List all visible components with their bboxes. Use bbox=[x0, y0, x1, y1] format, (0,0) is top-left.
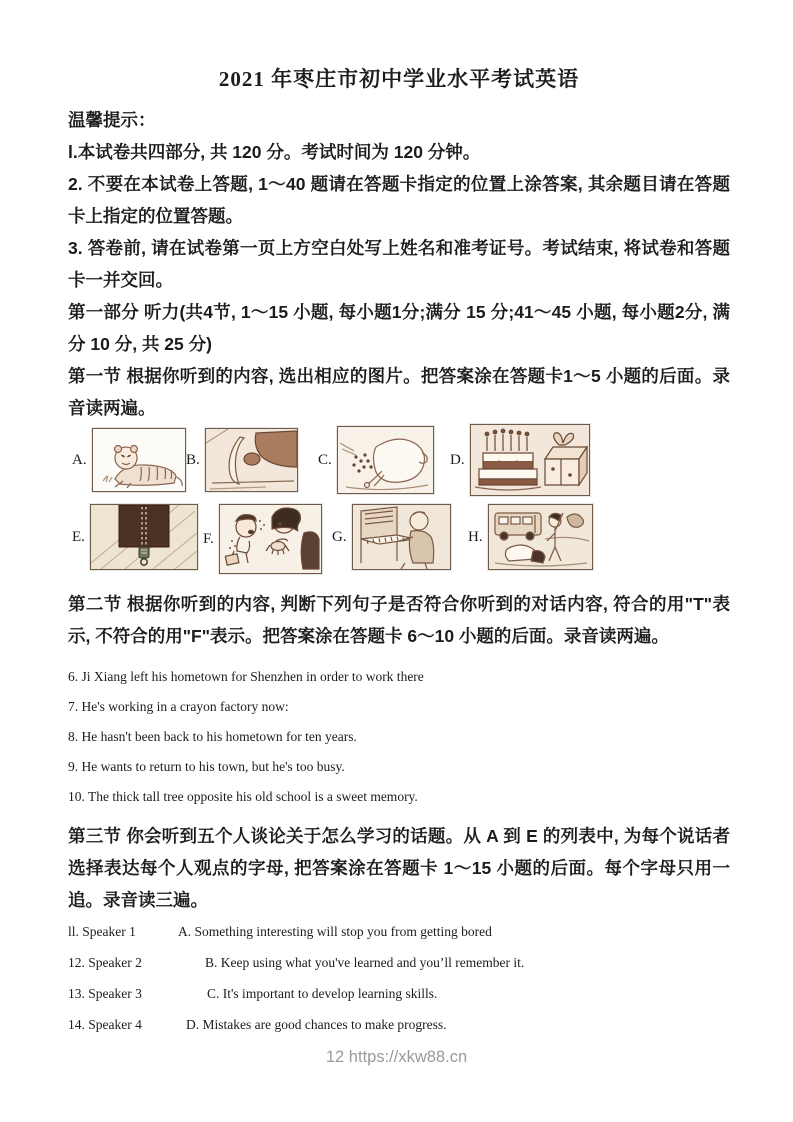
section2-intro: 第二节 根据你听到的内容, 判断下列句子是否符合你听到的对话内容, 符合的用"T"表示, 不符合的用"F"表示。把答案涂在答题卡 6～10 小题的后面。录音读两遍。 bbox=[68, 594, 730, 646]
picture-option-a bbox=[72, 428, 186, 492]
notice-3: 3. 答卷前, 请在试卷第一页上方空白处写上姓名和准考证号。考试结束, 将试卷和答题卡一并交回。 bbox=[68, 238, 730, 290]
picture-label-h: H. bbox=[468, 528, 483, 545]
question-7: 7. He's working in a crayon factory now: bbox=[68, 699, 289, 714]
picture-option-f bbox=[203, 504, 322, 574]
picture-row-2 bbox=[68, 502, 730, 574]
speaker-row-14 bbox=[68, 1009, 730, 1040]
picture-row-1 bbox=[68, 424, 730, 498]
speaker-row-13 bbox=[68, 978, 730, 1009]
page-footer-watermark: 12 https://xkw88.cn bbox=[325, 1048, 468, 1066]
option-d-text: D. Mistakes are good chances to make progress. bbox=[186, 1017, 447, 1032]
page-title: 2021 年枣庄市初中学业水平考试英语 bbox=[218, 67, 580, 91]
notice-1: l.本试卷共四部分, 共 120 分。考试时间为 120 分钟。 bbox=[68, 142, 481, 162]
speaker-14-label: 14. Speaker 4 bbox=[68, 1017, 142, 1032]
option-c-text: C. It's important to develop learning skills. bbox=[207, 986, 438, 1001]
option-a-text: A. Something interesting will stop you from getting bored bbox=[178, 924, 492, 939]
picture-label-b: B. bbox=[186, 451, 200, 468]
speaker-matching-list bbox=[68, 916, 730, 1040]
piano-player-picture bbox=[352, 504, 451, 570]
option-b-text: B. Keep using what you've learned and you’ll remember it. bbox=[205, 955, 525, 970]
picture-label-g: G. bbox=[332, 528, 347, 545]
picture-label-a: A. bbox=[72, 451, 87, 468]
picture-label-c: C. bbox=[318, 451, 332, 468]
picture-option-c bbox=[318, 426, 434, 494]
picture-option-b bbox=[186, 428, 298, 492]
speaker-row-12 bbox=[68, 947, 730, 978]
question-8: 8. He hasn't been back to his hometown for ten years. bbox=[68, 729, 357, 744]
page-content bbox=[68, 0, 730, 1040]
roast-chicken-picture bbox=[337, 426, 434, 494]
true-false-questions bbox=[68, 662, 730, 812]
question-6: 6. Ji Xiang left his hometown for Shenzhen in order to work there bbox=[68, 669, 424, 684]
sneezing-boy-picture bbox=[219, 504, 322, 574]
question-10: 10. The thick tall tree opposite his old school is a sweet memory. bbox=[68, 789, 418, 804]
picture-option-e bbox=[72, 504, 198, 570]
notice-2: 2. 不要在本试卷上答题, 1～40 题请在答题卡指定的位置上涂答案, 其余题目请在答题卡上指定的位置答题。 bbox=[68, 174, 730, 226]
picture-label-e: E. bbox=[72, 528, 85, 545]
part1-header: 第一部分 听力(共4节, 1～15 小题, 每小题1分;满分 15 分;41～45 小题, 每小题2分, 满分 10 分, 共 25 分) bbox=[68, 302, 730, 354]
picture-label-f: F. bbox=[203, 530, 214, 547]
tiger-picture bbox=[92, 428, 186, 492]
speaker-11-label: ll. Speaker 1 bbox=[68, 924, 136, 939]
monkey-banana-picture bbox=[205, 428, 298, 492]
zipper-picture bbox=[90, 504, 198, 570]
picture-option-h bbox=[468, 504, 593, 570]
speaker-12-label: 12. Speaker 2 bbox=[68, 955, 142, 970]
picture-option-g bbox=[332, 504, 451, 570]
speaker-row-11 bbox=[68, 916, 730, 947]
bus-scene-picture bbox=[488, 504, 593, 570]
picture-label-d: D. bbox=[450, 451, 465, 468]
notice-heading: 温馨提示： bbox=[68, 110, 156, 130]
question-9: 9. He wants to return to his town, but he's too busy. bbox=[68, 759, 345, 774]
section3-intro: 第三节 你会听到五个人谈论关于怎么学习的话题。从 A 到 E 的列表中, 为每个说话者选择表达每个人观点的字母, 把答案涂在答题卡 1～15 小题的后面。每个字母只用一追。录音读三遍。 bbox=[68, 826, 730, 910]
section1-intro: 第一节 根据你听到的内容, 选出相应的图片。把答案涂在答题卡1～5 小题的后面。录音读两遍。 bbox=[68, 366, 730, 418]
birthday-cake-picture bbox=[470, 424, 590, 496]
speaker-13-label: 13. Speaker 3 bbox=[68, 986, 142, 1001]
picture-option-d bbox=[450, 424, 590, 496]
